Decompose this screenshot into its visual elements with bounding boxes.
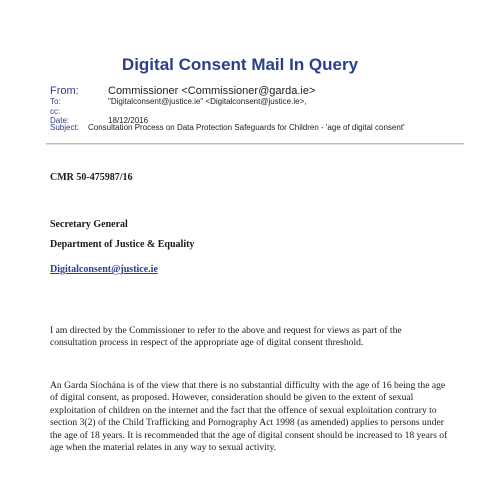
subject-label: Subject: xyxy=(50,123,79,132)
subject-value: Consultation Process on Data Protection Safeguards for Children - 'age of digital consent' xyxy=(88,123,405,132)
date-value: 18/12/2016 xyxy=(108,116,149,125)
body-paragraph-2: An Garda Síochána is of the view that there is no substantial difficulty with the age of 16 being the age of digital consent, as proposed. However, consideration should be given to the extent of sexual exploitation of children on the internet and the fact that the offence of sexual exploitation contrary to section 3(2) of the Child Trafficking and Pornography Act 1998 (as amended) applies to persons under the age of 18 years. It is recommended that the age of digital consent should be increased to 18 years of age when the material relates in any way to sexual activity. xyxy=(50,380,448,454)
body-paragraph-1: I am directed by the Commissioner to refer to the above and request for views as part of the consultation process in respect of the appropriate age of digital consent threshold. xyxy=(50,325,402,349)
recipient-department: Department of Justice & Equality xyxy=(50,239,195,250)
from-value: Commissioner <Commissioner@garda.ie> xyxy=(108,85,316,97)
to-value: "Digitalconsent@justice.ie" <Digitalconsent@justice.ie>, xyxy=(108,97,307,106)
cc-label: cc: xyxy=(50,107,61,116)
recipient-email-link[interactable]: Digitalconsent@justice.ie xyxy=(50,264,158,275)
document-title: Digital Consent Mail In Query xyxy=(121,55,359,74)
to-label: To: xyxy=(50,97,61,106)
reference-number: CMR 50-475987/16 xyxy=(50,172,133,183)
date-label: Date: xyxy=(50,116,70,125)
recipient-title: Secretary General xyxy=(50,219,128,230)
from-label: From: xyxy=(50,85,79,97)
header-divider xyxy=(46,143,464,145)
